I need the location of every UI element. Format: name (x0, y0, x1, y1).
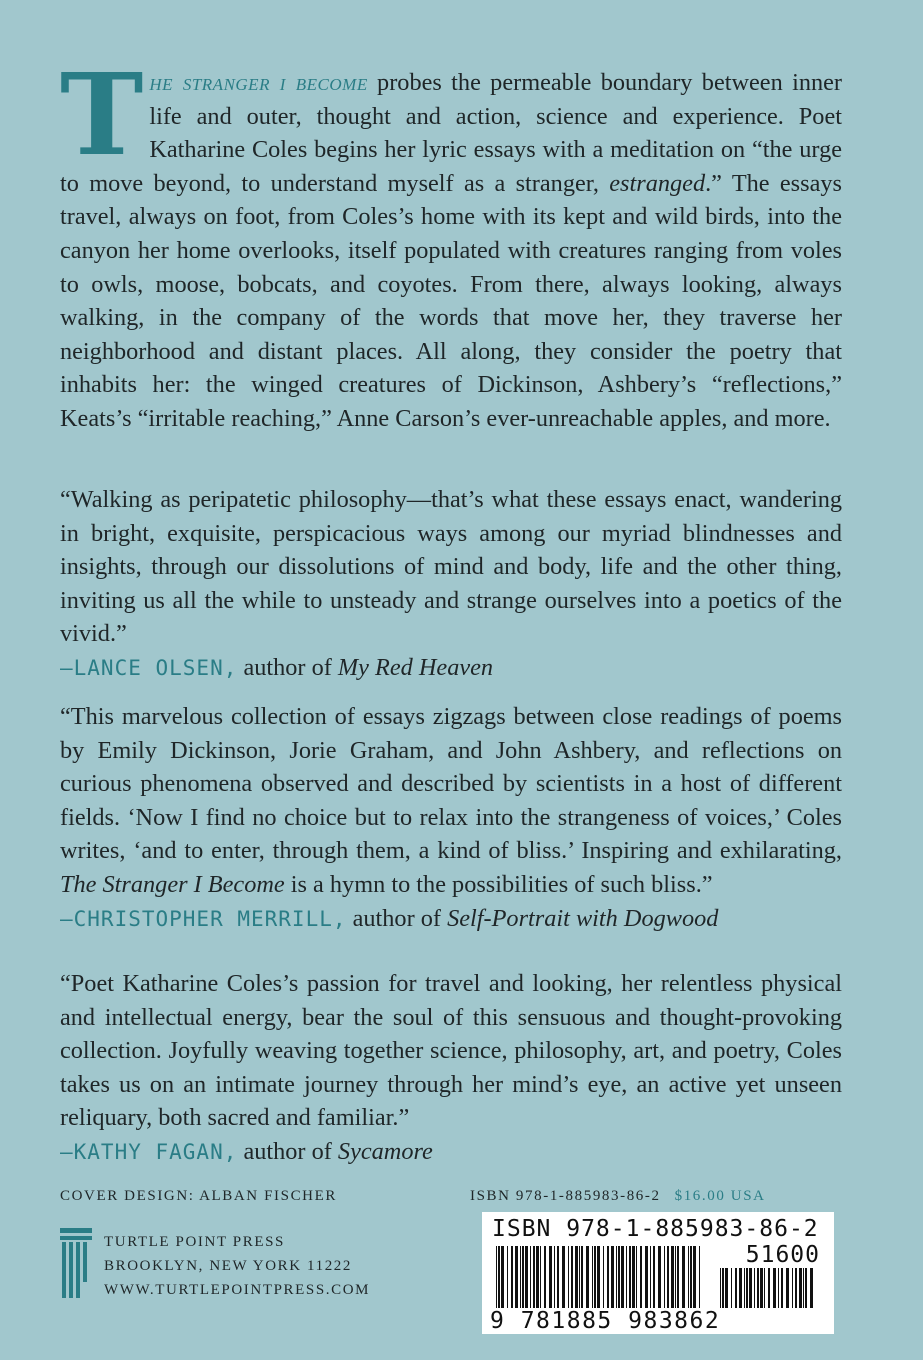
quote-text-part-1: “This marvelous collection of essays zigzags between close readings of poems by Emily Dickinson, Jorie Graham, and John Ashbery, and reflections on curious phenomena observed and described by scientists in a host of different fields. ‘Now I find no choice but to relax into the strangeness of voices,’ Coles writes, ‘and to enter, through them, a kind of bliss.’ Inspiring and exhilarating, (60, 703, 842, 865)
endorser-role: author of (237, 1137, 338, 1165)
barcode-bar (603, 1246, 604, 1308)
endorser-work: My Red Heaven (337, 653, 494, 681)
barcode-bar (675, 1246, 676, 1308)
endorser-name: —CHRISTOPHER MERRILL, (60, 906, 347, 931)
quote-text-part-2: is a hymn to the possibilities of such bliss.” (284, 870, 713, 898)
publisher-address: BROOKLYN, NEW YORK 11222 (104, 1258, 353, 1274)
quote-text (60, 700, 842, 902)
blurb-emphasis: estranged (609, 169, 706, 197)
barcode-bar (773, 1268, 776, 1308)
barcode-bar (611, 1246, 614, 1308)
barcode-bar (682, 1246, 685, 1308)
barcode-bar (594, 1246, 596, 1308)
barcode-bar (536, 1246, 539, 1308)
barcode-bar (795, 1268, 797, 1308)
barcode-isbn: ISBN 978-1-885983-86-2 (492, 1216, 819, 1242)
barcode-bar (568, 1246, 569, 1308)
endorsement-quote-3 (60, 967, 842, 1170)
barcode-bar (671, 1246, 674, 1308)
barcode-bar (725, 1268, 728, 1308)
barcode-bar (746, 1268, 748, 1308)
barcode-bar (792, 1268, 793, 1308)
barcode-ean-digits: 9 781885 983862 (490, 1308, 721, 1334)
endorser-role: author of (237, 653, 338, 681)
barcode-bar (575, 1246, 578, 1308)
title-lead: he stranger i become (149, 69, 368, 96)
endorser-work: Sycamore (337, 1137, 433, 1165)
barcode-bar (645, 1246, 648, 1308)
barcode-bar (781, 1268, 783, 1308)
barcode-bar (677, 1246, 679, 1308)
barcode-bar (667, 1246, 669, 1308)
barcode-bar (778, 1268, 779, 1308)
endorser-role: author of (346, 904, 448, 932)
barcode-bar (632, 1246, 635, 1308)
endorser-work: Self-Portrait with Dogwood (447, 904, 719, 932)
barcode-bar (799, 1268, 802, 1308)
barcode-bar (754, 1268, 755, 1308)
barcode-bar (749, 1268, 752, 1308)
endorsement-quote-2 (60, 700, 842, 936)
isbn-price-line (470, 1188, 766, 1205)
barcode-bar (735, 1268, 737, 1308)
barcode-bar (760, 1268, 763, 1308)
barcode-bar (664, 1246, 665, 1308)
barcode-bar (522, 1246, 524, 1308)
barcode-bar (540, 1246, 541, 1308)
barcode-bar (739, 1268, 742, 1308)
barcode-bar (511, 1246, 513, 1308)
barcode-bar (803, 1268, 804, 1308)
publisher-name: TURTLE POINT PRESS (104, 1234, 285, 1250)
barcode (482, 1212, 834, 1334)
barcode-bar (744, 1268, 745, 1308)
barcode-bar (507, 1246, 508, 1308)
barcode-bar (621, 1246, 624, 1308)
barcode-bar (731, 1268, 732, 1308)
blurb-text-2: .” The essays travel, always on foot, from Coles’s home with its kept and wild birds, into the canyon her home overlooks, itself populated with creatures ranging from voles to owls, moose, bobcats, and coyotes. From there, always looking, always walking, in the company of the words that move her, they traverse her neighborhood and distant places. All along, they consider the poetry that inhabits her: the winged creatures of Dickinson, Ashbery’s “reflections,” Keats’s “irritable reaching,” Anne Carson’s ever-unreachable apples, and more. (60, 169, 842, 432)
barcode-bar (607, 1246, 609, 1308)
barcode-bar (786, 1268, 789, 1308)
isbn-text: ISBN 978-1-885983-86-2 (470, 1188, 661, 1204)
barcode-bar (597, 1246, 600, 1308)
barcode-bar (764, 1268, 765, 1308)
barcode-bar (557, 1246, 559, 1308)
barcode-bar (720, 1268, 721, 1308)
barcode-bar (658, 1246, 661, 1308)
barcode-bar (693, 1246, 696, 1308)
barcode-bar (520, 1246, 521, 1308)
barcode-bar (533, 1246, 535, 1308)
blurb-text-1: probes the permeable boundary between inner life and outer, thought and action, science and experience. Poet Katharine Coles begins her lyric essays with a meditation on “the urge to move beyond, to understand myself as a stranger, (60, 69, 842, 197)
description-blurb (60, 50, 842, 436)
cover-design-credit: COVER DESIGN: ALBAN FISCHER (60, 1188, 337, 1204)
barcode-bar (496, 1246, 497, 1308)
barcode-bar (498, 1246, 500, 1308)
barcode-bar (530, 1246, 531, 1308)
publisher-info (104, 1230, 370, 1302)
barcode-bar (618, 1246, 620, 1308)
publisher-url: WWW.TURTLEPOINTPRESS.COM (104, 1282, 371, 1298)
barcode-bar (805, 1268, 807, 1308)
drop-cap: T (60, 50, 144, 181)
endorsement-quote-1 (60, 483, 842, 686)
barcode-bar (581, 1246, 583, 1308)
barcode-bar (592, 1246, 593, 1308)
barcode-bar (810, 1268, 813, 1308)
barcode-bar (562, 1246, 565, 1308)
endorser-name: —KATHY FAGAN, (60, 1139, 238, 1164)
turtle-point-press-logo-icon (60, 1228, 92, 1298)
barcode-price-code: 51600 (745, 1242, 820, 1268)
quote-attribution (60, 651, 842, 686)
quote-attribution (60, 1135, 842, 1170)
endorser-name: —LANCE OLSEN, (60, 655, 238, 680)
quote-attribution (60, 902, 842, 937)
barcode-bar (650, 1246, 651, 1308)
barcode-bar (722, 1268, 724, 1308)
barcode-bars (496, 1246, 706, 1308)
quote-text: “Walking as peripatetic philosophy—that’s what these essays enact, wandering in bright, exquisite, perspicacious ways among our myriad blindnesses and insights, through our dissolutions of mind and body, life and the other thing, inviting us all the while to unsteady and strange ourselves into a poetics of the vivid.” (60, 486, 842, 648)
barcode-bar (579, 1246, 580, 1308)
barcode-bar (636, 1246, 637, 1308)
barcode-bar (688, 1246, 689, 1308)
barcode-bar (757, 1268, 759, 1308)
barcode-bar (616, 1246, 617, 1308)
barcode-bar (571, 1246, 573, 1308)
barcode-bar (768, 1268, 770, 1308)
barcode-bar (699, 1246, 700, 1308)
barcode-bar (640, 1246, 642, 1308)
barcode-bar (515, 1246, 518, 1308)
barcode-bar (653, 1246, 655, 1308)
barcode-bar (629, 1246, 631, 1308)
barcode-bar (586, 1246, 589, 1308)
quote-text: “Poet Katharine Coles’s passion for travel and looking, her relentless physical and intellectual energy, bear the soul of this sensuous and thought-provoking collection. Joyfully weaving together science, philosophy, art, and poetry, Coles takes us on an intimate journey through her mind’s eye, an active yet unseen reliquary, both sacred and familiar.” (60, 970, 842, 1132)
barcode-bar (501, 1246, 504, 1308)
barcode-bar (544, 1246, 546, 1308)
barcode-bar (690, 1246, 692, 1308)
quote-title-emphasis: The Stranger I Become (60, 870, 285, 898)
barcode-bar (525, 1246, 528, 1308)
barcode-bar (626, 1246, 627, 1308)
barcode-bar (554, 1246, 555, 1308)
price-text: $16.00 USA (674, 1188, 766, 1204)
barcode-bar (549, 1246, 552, 1308)
barcode-addon-bars (720, 1268, 820, 1308)
